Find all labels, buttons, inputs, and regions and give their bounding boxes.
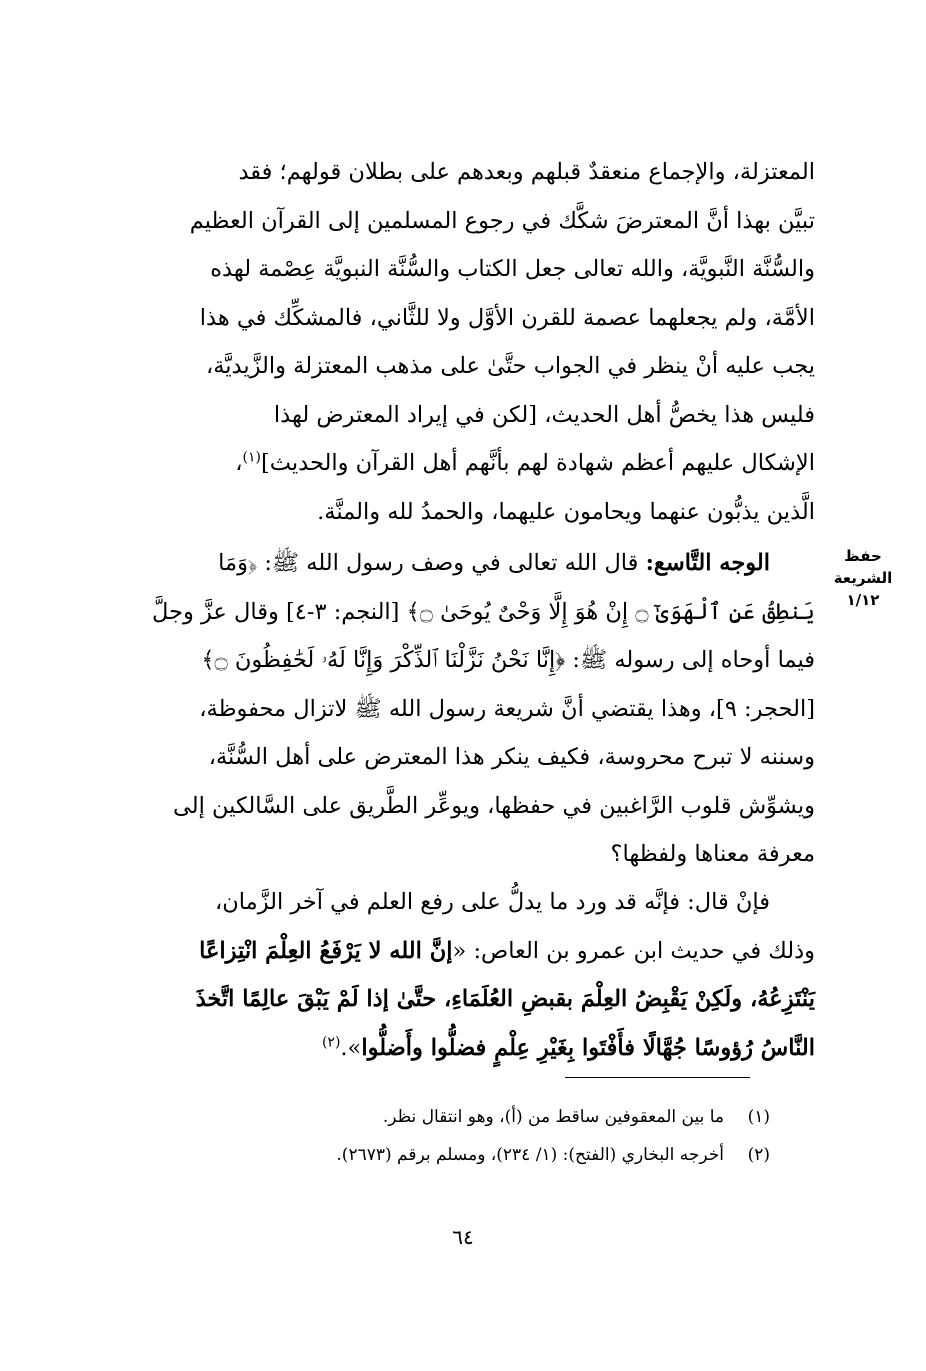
paragraph-2-line-3: فيما أوحاه إلى رسوله ﷺ: ﴿إِنَّا نَحْنُ نَزَّلْنَا ٱلذِّكْرَ وَإِنَّا لَهُۥ لَحَٰفِظُونَ ۝﴾ — [201, 647, 815, 673]
footnote-separator — [565, 1077, 750, 1078]
paragraph-1-line-8: الَّذين يذبُّون عنهما ويحامون عليهما، والحمدُ لله والمنَّة. — [317, 498, 815, 525]
paragraph-2-lead: الوجه التَّاسع: — [645, 550, 770, 576]
paragraph-2 — [100, 539, 815, 879]
paragraph-1-line-4: الأمَّة، ولم يجعلهما عصمة للقرن الأوَّل ولا للثَّاني، فالمشكِّك في هذا — [199, 304, 815, 331]
footnote-ref-1[interactable]: (١) — [242, 449, 261, 466]
paragraph-2-line-4: [الحجر: ٩]، وهذا يقتضي أنَّ شريعة رسول الله ﷺ لاتزال محفوظة، — [199, 695, 815, 722]
paragraph-1-line-1: المعتزلة، والإجماع منعقدٌ قبلهم وبعدهم على بطلان قولهم؛ فقد — [238, 159, 815, 185]
paragraph-2-line-2: يَنطِقُ عَنِ ٱلْهَوَىٰٓ ۝ إِنْ هُوَ إِلَّا وَحْىٌ يُوحَىٰ ۝﴾ [النجم: ٣-٤] وقال عزَّ وجلَّ — [152, 598, 815, 625]
paragraph-3-line-2 — [100, 927, 815, 976]
paragraph-1-line-7: الإشكال عليهم أعظم شهادة لهم بأنَّهم أهل القرآن والحديث]$^{(١)}$، — [235, 449, 815, 476]
footnotes — [200, 1098, 770, 1174]
margin-note-title: حفظ الشريعة — [833, 547, 893, 587]
paragraph-1-line-7-text: الإشكال عليهم أعظم شهادة لهم بأنَّهم أهل القرآن والحديث] — [261, 450, 815, 476]
paragraph-2-line-5: وسننه لا تبرح محروسة، فكيف ينكر هذا المعترض على أهل السُّنَّة، — [208, 744, 815, 770]
footnote-1-text: ما بين المعقوفين ساقط من (أ)، وهو انتقال نظر. — [382, 1107, 724, 1127]
paragraph-1-line-5: يجب عليه أنْ ينظر في الجواب حتَّىٰ على مذهب المعتزلة والزَّيديَّة، — [205, 353, 815, 379]
hadith-closing-quote: ». — [340, 1034, 362, 1061]
footnote-1 — [200, 1098, 770, 1136]
paragraph-2-line-1 — [100, 539, 815, 588]
footnote-ref-2[interactable]: (٢) — [321, 1034, 341, 1050]
margin-note-ref: ١/١٢ — [846, 591, 880, 609]
paragraph-1-line-3: والسُّنَّة النَّبويَّة، والله تعالى جعل الكتاب والسُّنَّة النبويَّة عِصْمة لهذه — [210, 256, 815, 282]
hadith-text-3: النَّاسُ رُؤوسًا جُهَّالًا فأَفْتَوا بِغَيْرِ عِلْمٍ فضلُّوا وأَضلُّوا — [361, 1034, 815, 1061]
hadith-text-1: إنَّ الله لا يَرْفَعُ العِلْمَ انْتِزاعًا — [199, 937, 453, 964]
paragraph-3-line-1 — [100, 878, 815, 927]
footnote-1-number: (١) — [747, 1107, 770, 1127]
paragraph-2-line-6: ويشوِّش قلوب الرَّاغبين في حفظها، ويوعِّر الطَّريق على السَّالكين إلى — [173, 792, 815, 819]
footnote-2-number: (٢) — [747, 1145, 770, 1165]
paragraph-1 — [100, 148, 815, 536]
paragraph-1-line-6: فليس هذا يخصُّ أهل الحديث، [لكن في إيراد المعترض لهذا — [273, 401, 815, 428]
paragraph-2-line-7: معرفة معناها ولفظها؟ — [610, 841, 815, 867]
hadith-text-2: يَنْتَزِعُهُ، ولَكِنْ يَقْبِضُ العِلْمَ بقبضِ العُلَمَاءِ، حتَّىٰ إذا لَمْ يَبْقَ عالِمًا اتَّخذَ — [195, 986, 815, 1012]
margin-note — [818, 545, 908, 611]
paragraph-3 — [100, 878, 815, 1072]
paragraph-3-line-1-text: فإنْ قال: فإنَّه قد ورد ما يدلُّ على رفع العلم في آخر الزَّمان، — [215, 889, 770, 915]
paragraph-2-line-1-text: قال الله تعالى في وصف رسول الله ﷺ: ﴿وَمَا — [218, 550, 639, 576]
paragraph-3-line-2-text: وذلك في حديث ابن عمرو بن العاص: « — [452, 937, 815, 964]
page-number: ٦٤ — [452, 1225, 474, 1249]
paragraph-1-line-2: تبيَّن بهذا أنَّ المعترضَ شكَّك في رجوع المسلمين إلى القرآن العظيم — [189, 207, 815, 234]
footnote-2-text: أخرجه البخاري (الفتح): (١/ ٢٣٤)، ومسلم برقم (٢٦٧٣). — [336, 1145, 724, 1165]
paragraph-3-line-4 — [100, 1024, 815, 1073]
footnote-2 — [200, 1136, 770, 1174]
